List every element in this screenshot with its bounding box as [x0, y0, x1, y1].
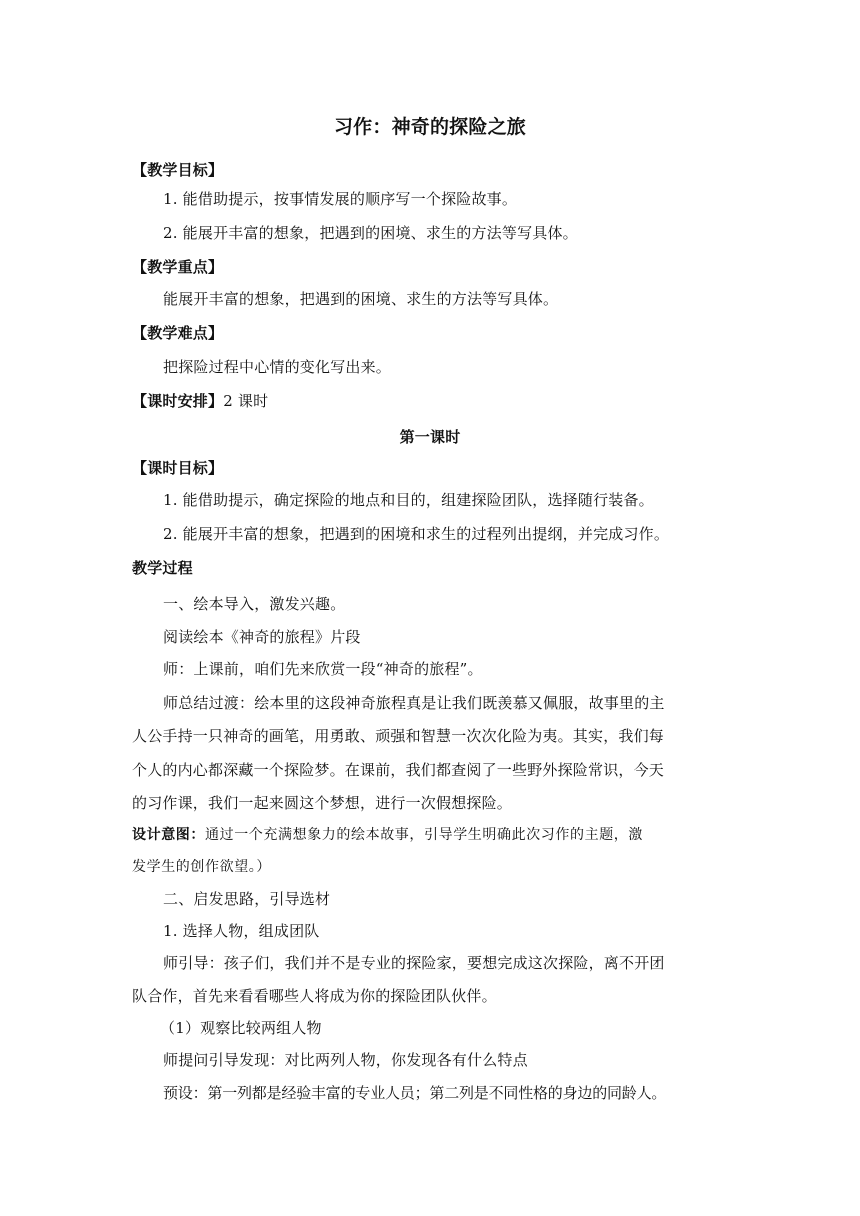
difficulty-text: 把探险过程中心情的变化写出来。 — [163, 358, 392, 376]
design-intent-text: 通过一个充满想象力的绘本故事，引导学生明确此次习作的主题，激 — [205, 827, 643, 843]
lesson-title: 第一课时 — [399, 428, 461, 446]
design-intent-line — [132, 825, 643, 845]
design-intent-line: 发学生的创作欲望。） — [132, 859, 271, 875]
goal-item: 2. 能展开丰富的想象，把遇到的困境、求生的方法等写具体。 — [163, 224, 578, 242]
document-title: 习作：神奇的探险之旅 — [333, 116, 526, 138]
observe-title: （1）观察比较两组人物 — [160, 1019, 322, 1037]
goal-item: 1. 能借助提示，按事情发展的顺序写一个探险故事。 — [163, 190, 518, 208]
schedule-text: 2 课时 — [223, 392, 269, 410]
transition-line: 个人的内心都深藏一个探险梦。在课前，我们都查阅了一些野外探险常识，今天 — [132, 761, 665, 779]
preset-line: 预设：第一列都是经验丰富的专业人员；第二列是不同性格的身边的同龄人。 — [163, 1084, 667, 1102]
key-heading: 【教学重点】 — [132, 258, 224, 276]
lesson-goal-item: 1. 能借助提示，确定探险的地点和目的，组建探险团队，选择随行装备。 — [163, 491, 654, 509]
process-heading: 教学过程 — [132, 559, 193, 577]
section1-title: 一、绘本导入，激发兴趣。 — [163, 595, 346, 613]
picture-book-line: 阅读绘本《神奇的旅程》片段 — [163, 628, 361, 646]
teacher-intro-line: 师：上课前，咱们先来欣赏一段“神奇的旅程”。 — [163, 660, 483, 678]
design-intent-label: 设计意图： — [132, 827, 205, 843]
goals-heading: 【教学目标】 — [132, 161, 224, 179]
schedule-row — [132, 391, 268, 411]
lesson-goals-heading: 【课时目标】 — [132, 459, 224, 477]
guide-line: 队合作，首先来看看哪些人将成为你的探险团队伙伴。 — [132, 987, 497, 1005]
lesson-goal-item: 2. 能展开丰富的想象，把遇到的困境和求生的过程列出提纲，并完成习作。 — [163, 525, 670, 543]
step1-title: 1. 选择人物，组成团队 — [163, 922, 320, 940]
guide-line: 师引导：孩子们，我们并不是专业的探险家，要想完成这次探险，离不开团 — [163, 954, 665, 972]
schedule-heading: 【课时安排】 — [132, 392, 224, 410]
transition-line: 师总结过渡：绘本里的这段神奇旅程真是让我们既羡慕又佩服，故事里的主 — [163, 694, 665, 712]
question-line: 师提问引导发现：对比两列人物，你发现各有什么特点 — [163, 1051, 528, 1069]
transition-line: 的习作课，我们一起来圆这个梦想，进行一次假想探险。 — [132, 794, 513, 812]
difficulty-heading: 【教学难点】 — [132, 324, 224, 342]
key-text: 能展开丰富的想象，把遇到的困境、求生的方法等写具体。 — [163, 290, 559, 308]
transition-line: 人公手持一只神奇的画笔，用勇敢、顽强和智慧一次次化险为夷。其实，我们每 — [132, 727, 665, 745]
section2-title: 二、启发思路，引导选材 — [163, 890, 331, 908]
